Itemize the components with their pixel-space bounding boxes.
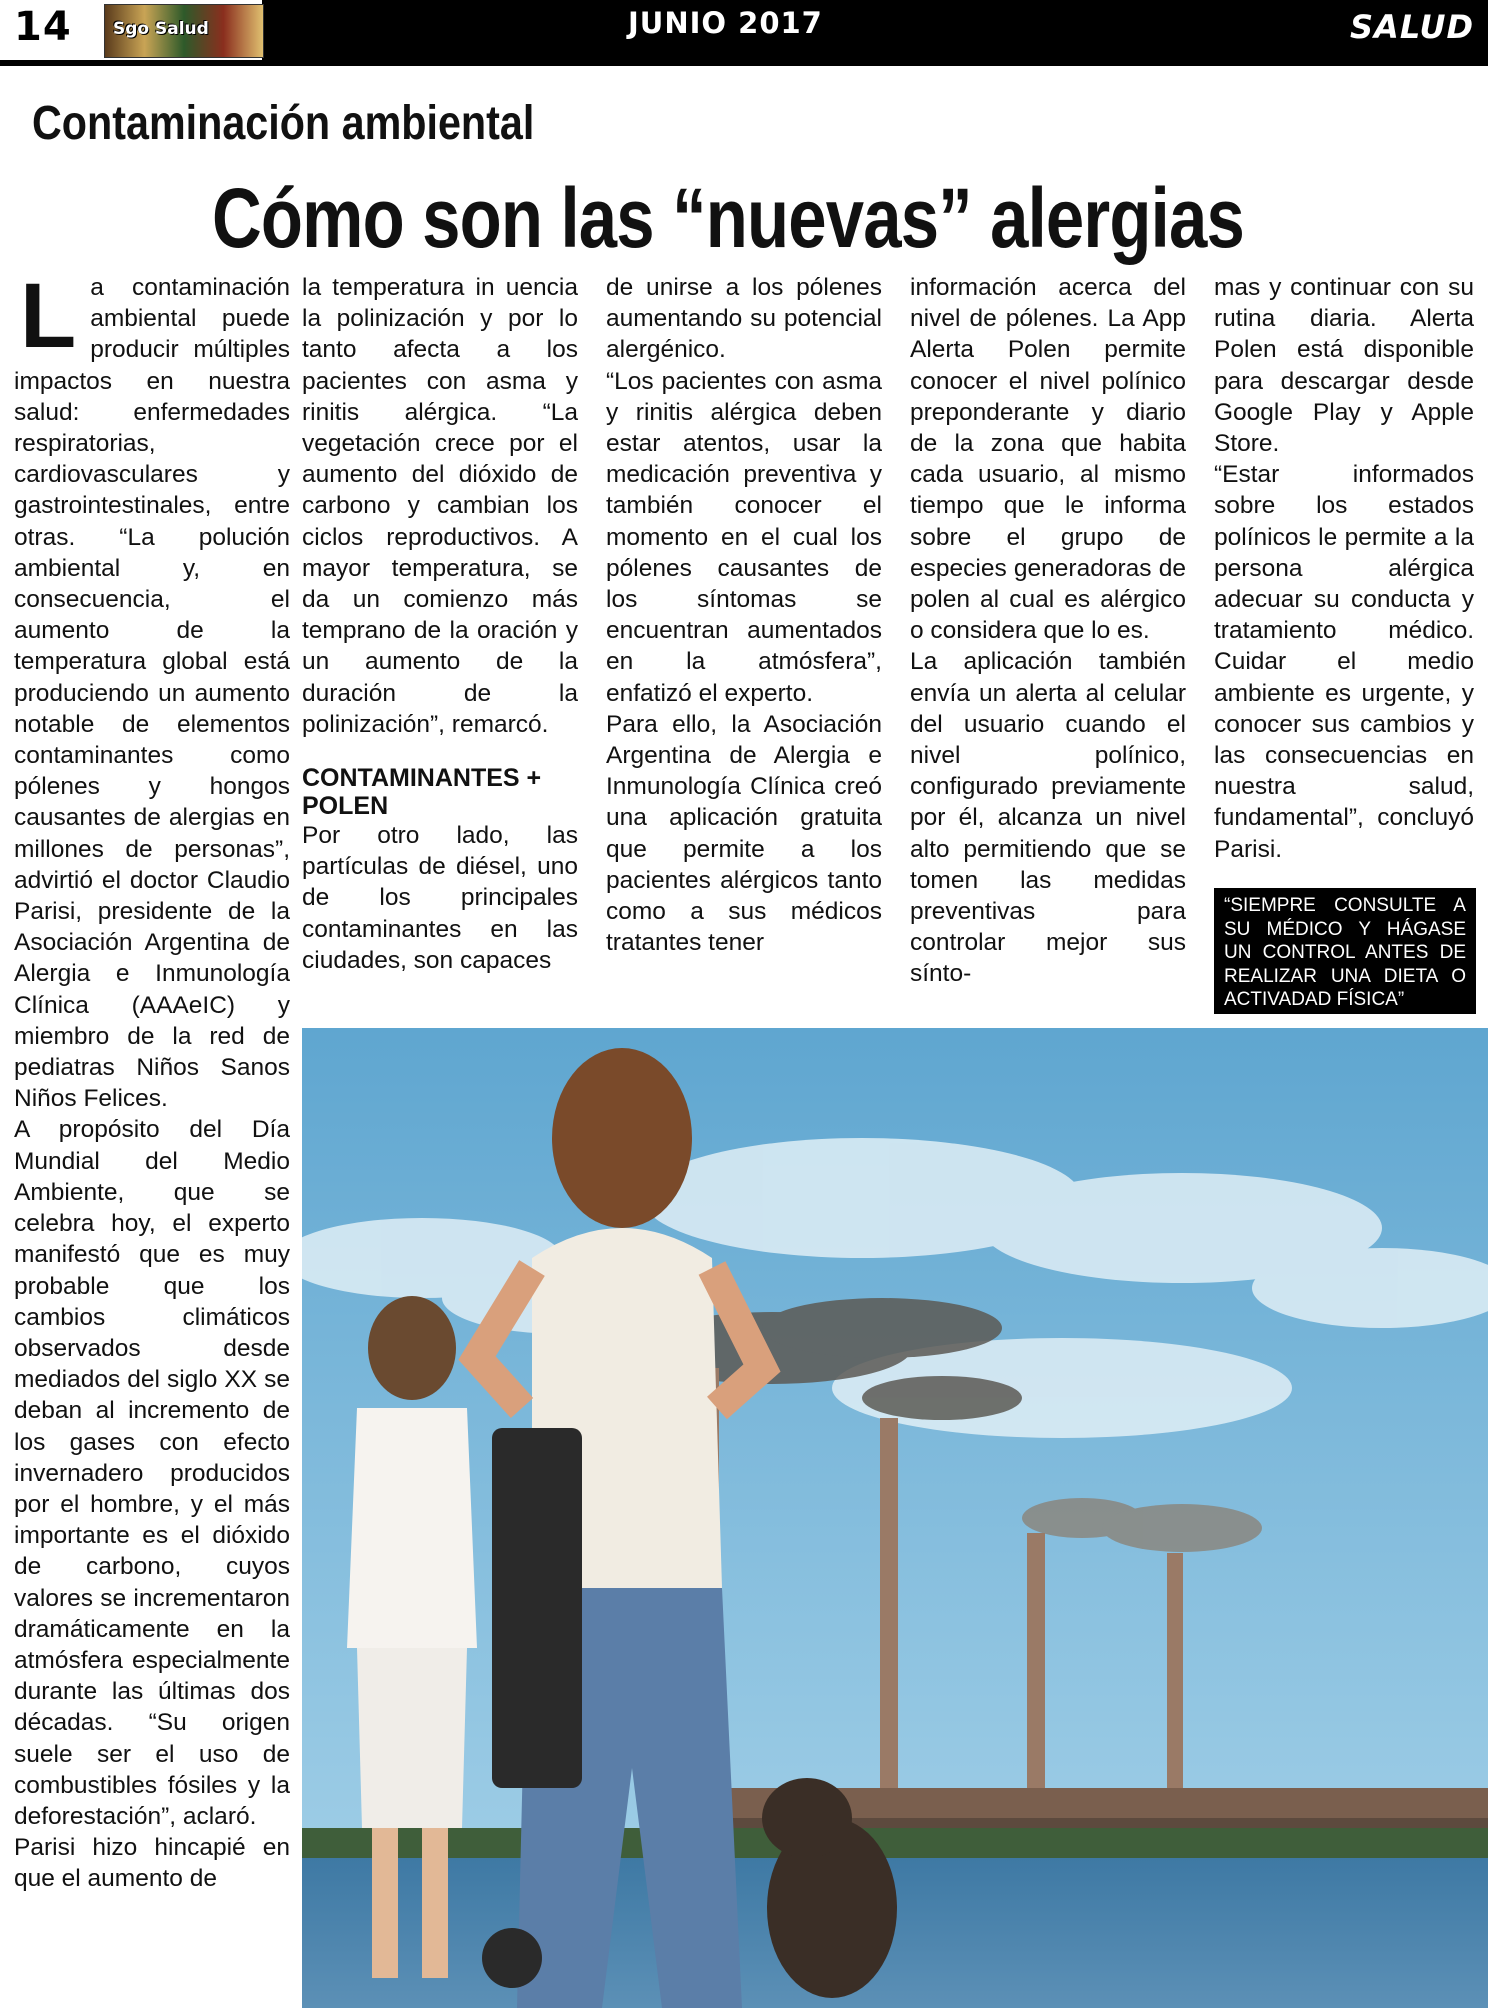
article-column-1 bbox=[14, 265, 290, 1895]
paragraph: “Estar informados sobre los estados polínicos le permite a la persona alérgica adecuar su conducta y tratamiento médico. Cuidar el medio ambiente es urgente, y conocer sus cambios y las consecuencias en nuestra salud, fundamental”, concluyó Parisi. bbox=[1214, 461, 1474, 863]
paragraph: a contaminación ambiental puede producir múltiples impactos en nuestra salud: enfermedades respiratorias, cardiovasculares y gastrointestinales, entre otras. “La polución ambiental y, en consecuencia, el aumento de la temperatura global está produciendo un aumento notable de elementos contaminantes como pólenes y hongos causantes de alergias en millones de personas”, advirtió el doctor Claudio Parisi, presidente de la Asociación Argentina de Alergia e Inmunología Clínica (AAAeIC) y miembro de la red de pediatras Niños Sanos Niños Felices. bbox=[14, 274, 290, 1113]
article-column-5 bbox=[1214, 272, 1474, 865]
section-name: SALUD bbox=[1350, 8, 1474, 46]
article-headline: Cómo son las “nuevas” alergias bbox=[212, 171, 1244, 265]
article-column-4 bbox=[910, 272, 1186, 990]
page-header bbox=[0, 0, 1488, 60]
paragraph: información acerca del nivel de pólenes. La App Alerta Polen permite conocer el nivel polínico preponderante y diario de la zona que habita cada usuario, al mismo tiempo que le informa sobre el grupo de especies generadoras de polen al cual es alérgico o considera que lo es. bbox=[910, 274, 1186, 645]
logo-text: Sgo Salud bbox=[113, 19, 209, 39]
river bbox=[302, 1858, 1488, 2008]
article-photo bbox=[302, 1028, 1488, 2008]
subheading: CONTAMINANTES + POLEN bbox=[302, 764, 542, 821]
paragraph: A propósito del Día Mundial del Medio Ambiente, que se celebra hoy, el experto manifestó que es muy probable que los cambios climáticos observados desde mediados del siglo XX se deban al incremento de los gases con efecto invernadero producidos por el hombre, y el más importante es el dióxido de carbono, cuyos valores se incrementaron dramáticamente en la atmósfera especialmente durante las últimas dos décadas. “Su origen suele ser el uso de combustibles fósiles y la deforestación”, aclaró. bbox=[14, 1116, 290, 1830]
article-kicker: Contaminación ambiental bbox=[32, 97, 535, 150]
page-number: 14 bbox=[14, 4, 72, 50]
trees bbox=[302, 1828, 1488, 1858]
publication-logo bbox=[104, 4, 264, 58]
paragraph: la temperatura in uencia la polinización y por lo tanto afecta a los pacientes con asma y rinitis alérgica. “La vegetación crece por el aumento del dióxido de carbono y cambian los ciclos reproductivos. A mayor temperatura, se da un comienzo más temprano de la oración y un aumento de la duración de la polinización”, remarcó. bbox=[302, 274, 578, 738]
header-rule bbox=[0, 60, 1488, 66]
paragraph: La aplicación también envía un alerta al celular del usuario cuando el nivel polínico, configurado previamente por él, alcanza un nivel alto permitiendo que se tomen las medidas preventivas para controlar mejor sus sínto- bbox=[910, 648, 1186, 988]
paragraph: Para ello, la Asociación Argentina de Alergia e Inmunología Clínica creó una aplicación gratuita que permite a los pacientes alérgicos tanto como a sus médicos tratantes tener bbox=[606, 710, 882, 957]
issue-date: JUNIO 2017 bbox=[628, 6, 823, 40]
paragraph: Parisi hizo hincapié en que el aumento de bbox=[14, 1834, 290, 1893]
photo-illustration bbox=[302, 1028, 1488, 2008]
paragraph: de unirse a los pólenes aumentando su potencial alergénico. bbox=[606, 274, 882, 364]
drop-cap: L bbox=[20, 265, 77, 367]
article-column-3 bbox=[606, 272, 882, 958]
paragraph: mas y continuar con su rutina diaria. Alerta Polen está disponible para descargar desde Google Play y Apple Store. bbox=[1214, 274, 1474, 458]
paragraph: Por otro lado, las partículas de diésel, uno de los principales contaminantes en las ciudades, son capaces bbox=[302, 822, 578, 974]
header-left-panel bbox=[0, 0, 262, 60]
paragraph: “Los pacientes con asma y rinitis alérgica deben estar atentos, usar la medicación preventiva y también conocer el momento en el cual los pólenes causantes de los síntomas se encuentran aumentados en la atmósfera”, enfatizó el experto. bbox=[606, 367, 882, 707]
pull-quote: “SIEMPRE CONSULTE A SU MÉDICO Y HÁGASE UN CONTROL ANTES DE REALIZAR UNA DIETA O ACTIVADAD FÍSICA” bbox=[1214, 888, 1476, 1014]
article-column-2 bbox=[302, 272, 578, 976]
